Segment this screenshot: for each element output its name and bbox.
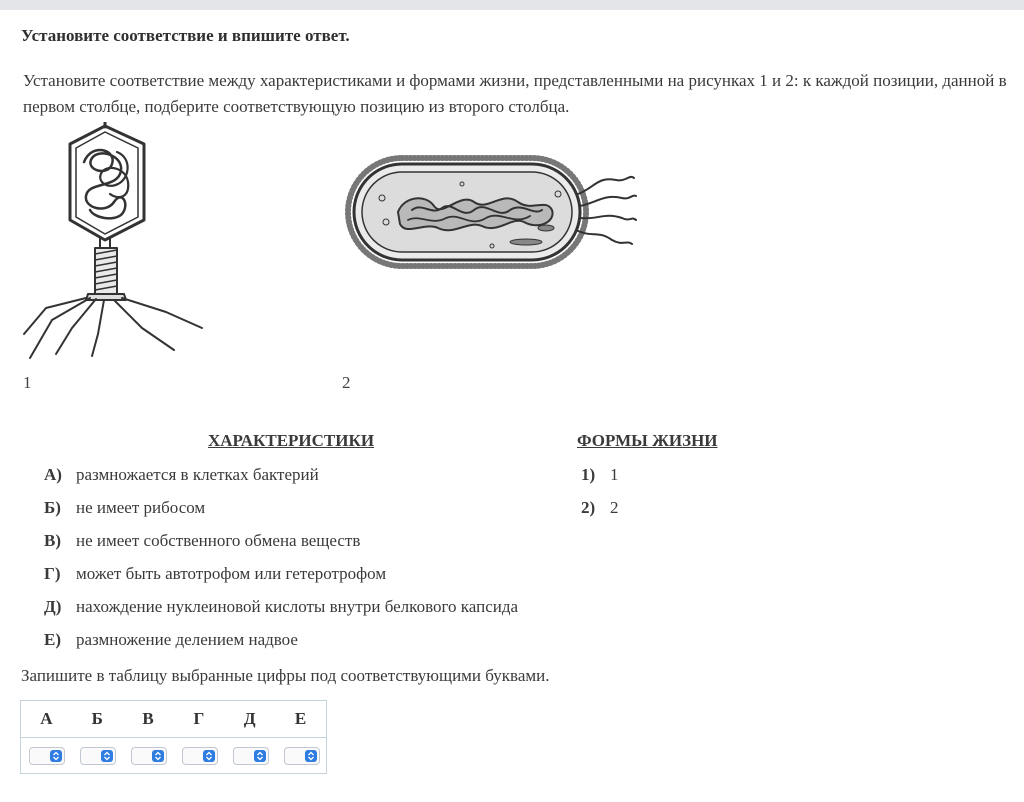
top-bar [0,0,1024,10]
item-text: может быть автотрофом или гетеротрофом [76,564,387,583]
answer-table-header [21,701,326,736]
item-text: не имеет собственного обмена веществ [76,531,361,550]
bacteriophage-figure [22,122,212,364]
characteristic-item [44,465,319,485]
characteristics-header: ХАРАКТЕРИСТИКИ [208,431,375,450]
column-letter: Е [294,708,307,728]
task-text: Установите соответствие между характеристиками и формами жизни, представленными на рисунках 1 и 2: к каждой позиции, данной в первом столбце, подберите соответствующую позицию из второго столбца. [23,71,1007,116]
characteristic-item [44,564,386,584]
item-text: не имеет рибосом [76,498,206,517]
item-text: 1 [610,465,619,484]
characteristic-item [44,498,205,518]
answer-selects-row [21,738,327,774]
column-letter: А [40,708,53,728]
select-arrows-icon [101,750,113,762]
life-forms-header: ФОРМЫ ЖИЗНИ [577,431,718,450]
item-key: 1) [581,465,596,484]
select-arrows-icon [254,750,266,762]
item-key: Б) [44,498,61,517]
item-key: 2) [581,498,596,517]
answer-select-v[interactable] [131,747,167,765]
item-key: А) [44,465,62,484]
column-letter: Г [193,708,205,728]
figure-2-label: 2 [342,373,351,392]
item-key: Г) [44,564,61,583]
answer-select-a[interactable] [29,747,65,765]
answer-select-b[interactable] [80,747,116,765]
item-key: Е) [44,630,61,649]
item-text: размножение делением надвое [76,630,298,649]
select-arrows-icon [305,750,317,762]
select-arrows-icon [152,750,164,762]
figure-1-label: 1 [23,373,32,392]
answer-select-e[interactable] [284,747,320,765]
column-letter: В [142,708,154,728]
answer-table [20,700,327,774]
answer-select-d[interactable] [233,747,269,765]
life-form-item [581,465,619,485]
characteristic-item [44,630,298,650]
answer-instruction: Запишите в таблицу выбранные цифры под соответствующими буквами. [21,666,550,685]
item-key: В) [44,531,61,550]
select-arrows-icon [50,750,62,762]
column-letter: Б [91,708,103,728]
bacterium-figure [342,150,638,272]
item-text: размножается в клетках бактерий [76,465,319,484]
column-letter: Д [243,708,256,728]
item-text: 2 [610,498,619,517]
characteristic-item [44,597,518,617]
characteristic-item [44,531,360,551]
answer-select-g[interactable] [182,747,218,765]
task-heading: Установите соответствие и впишите ответ. [21,26,350,45]
select-arrows-icon [203,750,215,762]
item-text: нахождение нуклеиновой кислоты внутри белкового капсида [76,597,519,616]
life-form-item [581,498,619,518]
item-key: Д) [44,597,62,616]
